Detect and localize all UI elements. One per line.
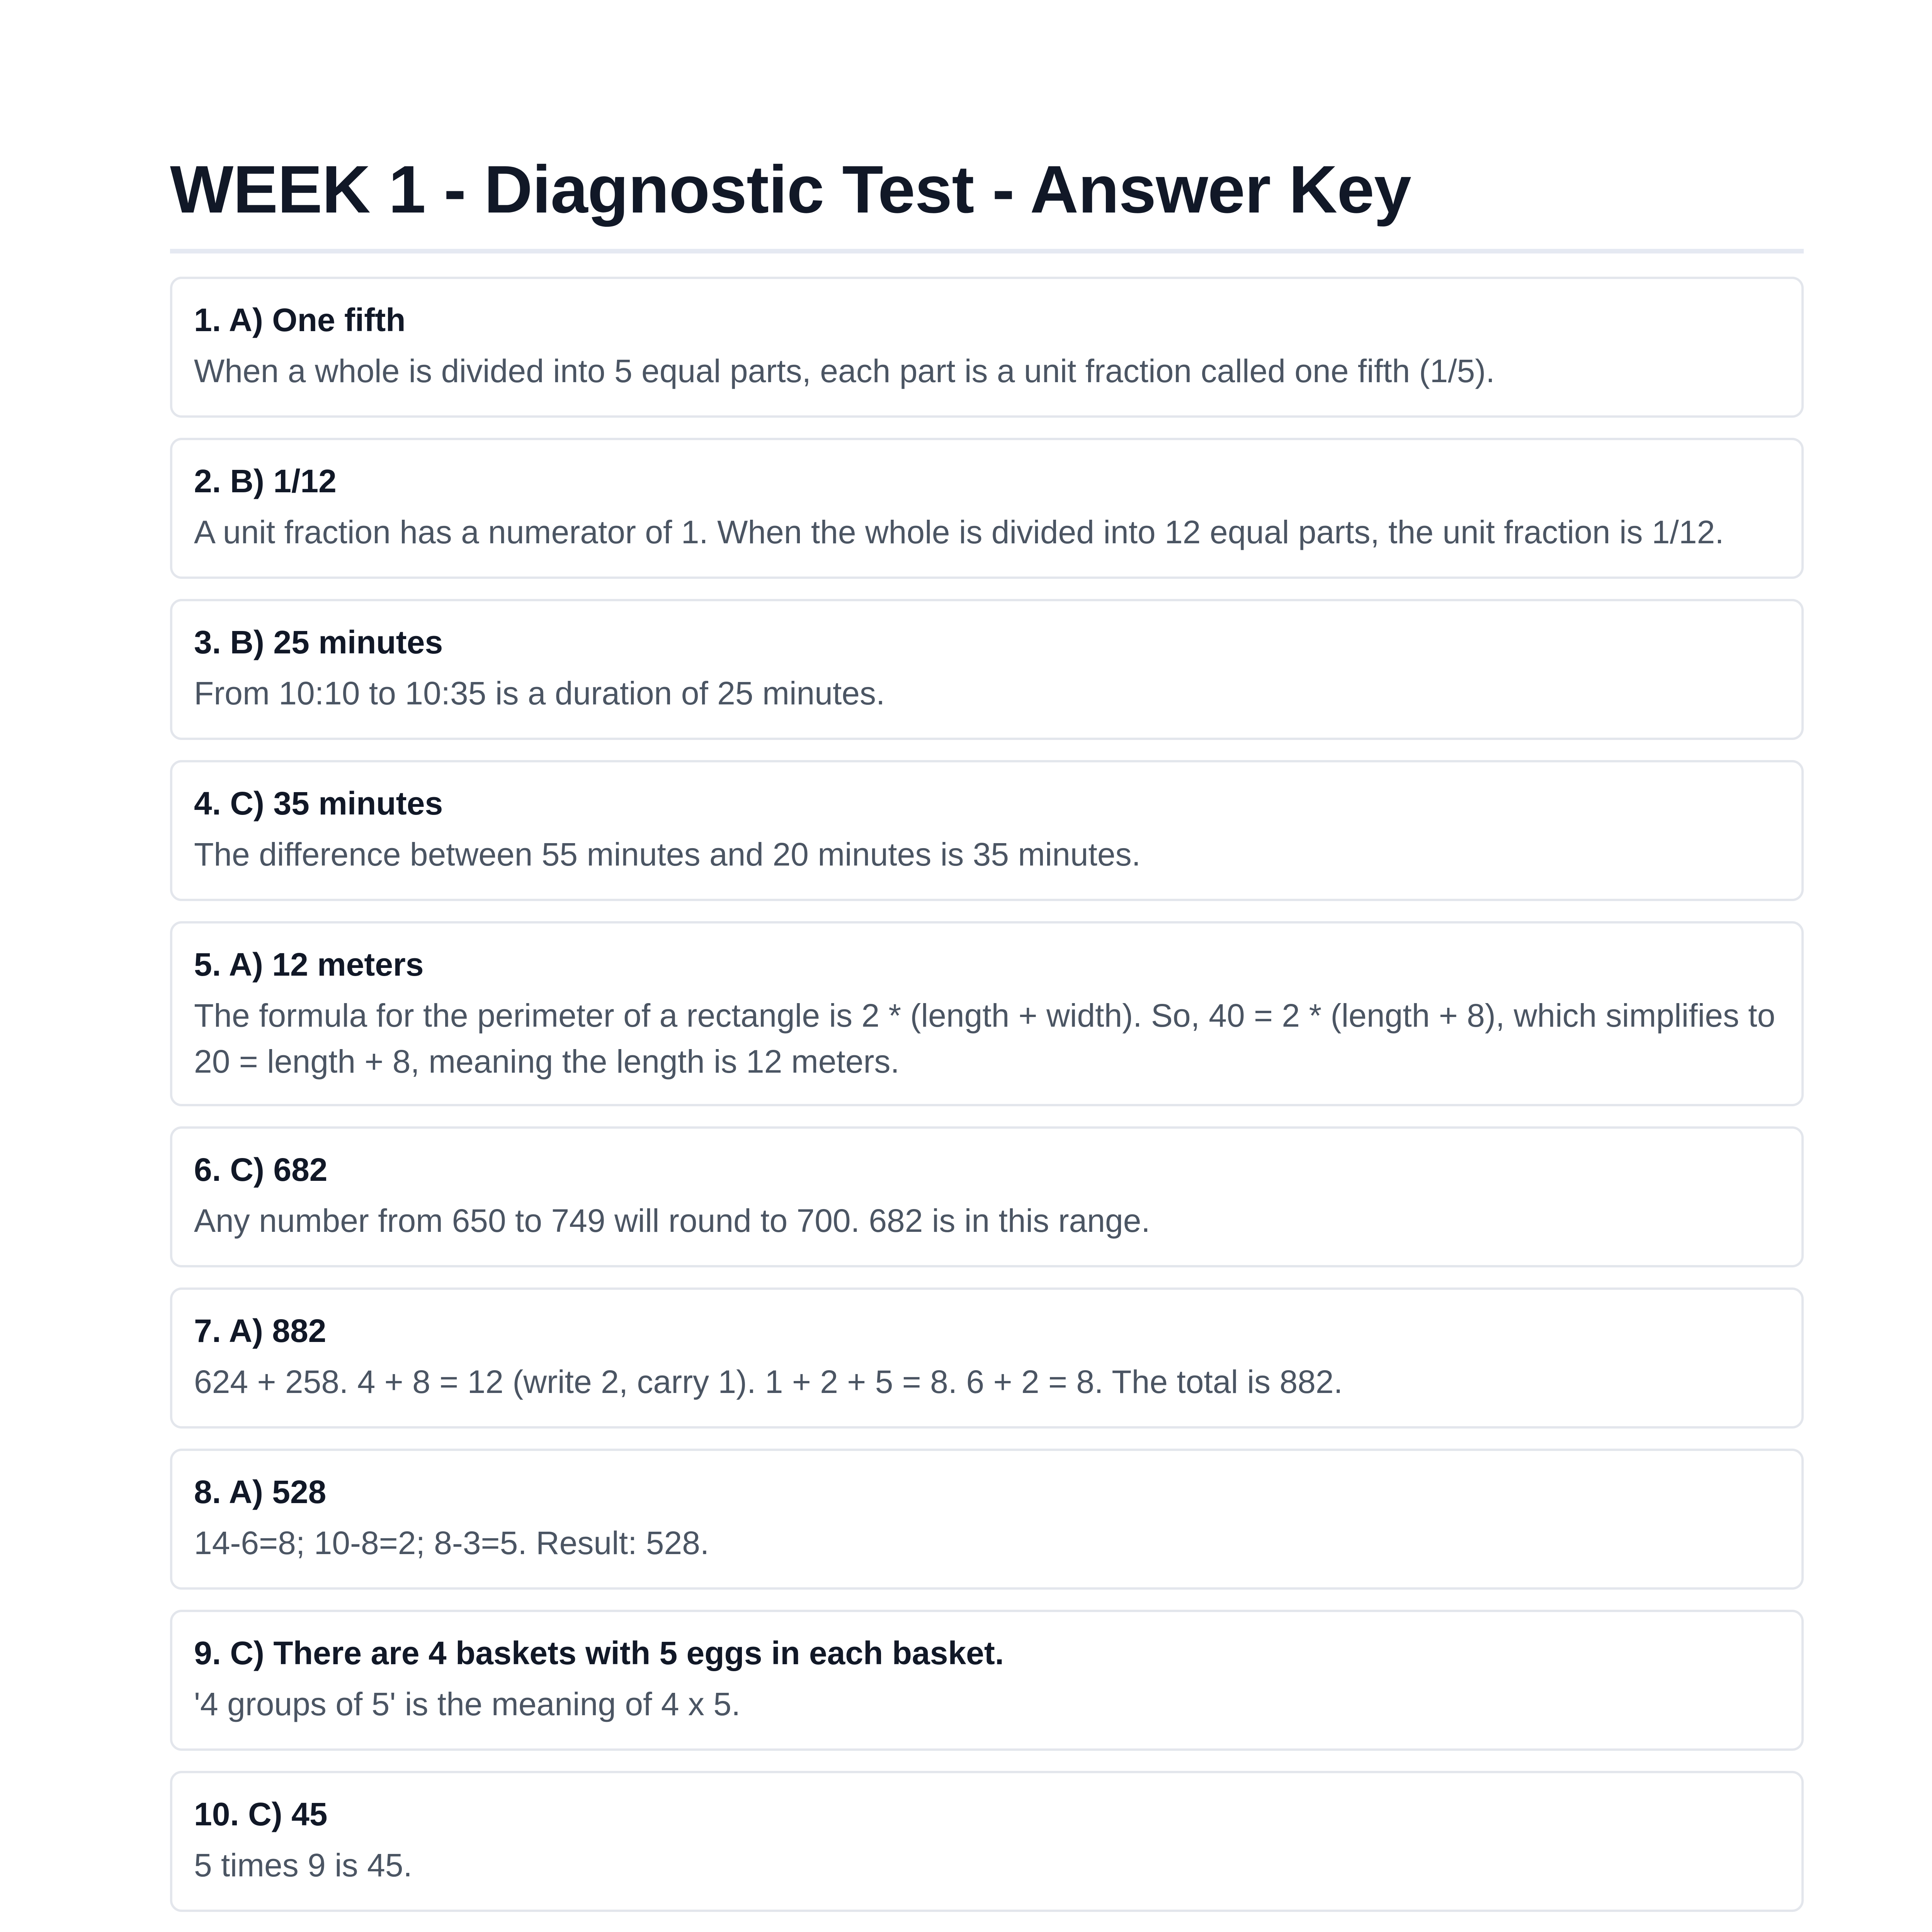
answer-card	[170, 599, 1804, 740]
answer-explanation: 14-6=8; 10-8=2; 8-3=5. Result: 528.	[194, 1525, 709, 1561]
answer-heading: 2. B) 1/12	[194, 463, 337, 500]
answer-explanation: 624 + 258. 4 + 8 = 12 (write 2, carry 1). 1 + 2 + 5 = 8. 6 + 2 = 8. The total is 882.	[194, 1364, 1343, 1400]
answer-heading: 1. A) One fifth	[194, 302, 406, 338]
answer-list	[170, 277, 1804, 1932]
page-title: WEEK 1 - Diagnostic Test - Answer Key	[170, 151, 1804, 253]
answer-key-page	[170, 151, 1804, 1932]
answer-explanation: 5 times 9 is 45.	[194, 1847, 412, 1884]
answer-card	[170, 1287, 1804, 1429]
answer-explanation: Any number from 650 to 749 will round to 700. 682 is in this range.	[194, 1202, 1150, 1239]
answer-card	[170, 277, 1804, 418]
answer-explanation: The formula for the perimeter of a rectangle is 2 * (length + width). So, 40 = 2 * (length + 8), which simplifies to 20 = length + 8, meaning the length is 12 meters.	[194, 997, 1776, 1080]
answer-explanation: '4 groups of 5' is the meaning of 4 x 5.	[194, 1686, 741, 1723]
answer-explanation: A unit fraction has a numerator of 1. When the whole is divided into 12 equal parts, the unit fraction is 1/12.	[194, 514, 1724, 550]
answer-heading: 7. A) 882	[194, 1313, 327, 1349]
answer-card	[170, 1126, 1804, 1267]
answer-card	[170, 921, 1804, 1106]
answer-heading: 5. A) 12 meters	[194, 946, 424, 983]
answer-heading: 10. C) 45	[194, 1796, 328, 1833]
answer-explanation: The difference between 55 minutes and 20 minutes is 35 minutes.	[194, 836, 1141, 872]
answer-heading: 3. B) 25 minutes	[194, 624, 443, 661]
answer-heading: 9. C) There are 4 baskets with 5 eggs in each basket.	[194, 1635, 1004, 1672]
answer-heading: 8. A) 528	[194, 1474, 327, 1510]
answer-heading: 4. C) 35 minutes	[194, 785, 443, 822]
answer-explanation: From 10:10 to 10:35 is a duration of 25 minutes.	[194, 675, 885, 711]
answer-explanation: When a whole is divided into 5 equal parts, each part is a unit fraction called one fifth (1/5).	[194, 352, 1495, 389]
answer-card	[170, 1449, 1804, 1590]
answer-heading: 6. C) 682	[194, 1151, 328, 1188]
answer-card	[170, 1610, 1804, 1751]
answer-card	[170, 760, 1804, 901]
answer-card	[170, 1771, 1804, 1912]
answer-card	[170, 438, 1804, 579]
